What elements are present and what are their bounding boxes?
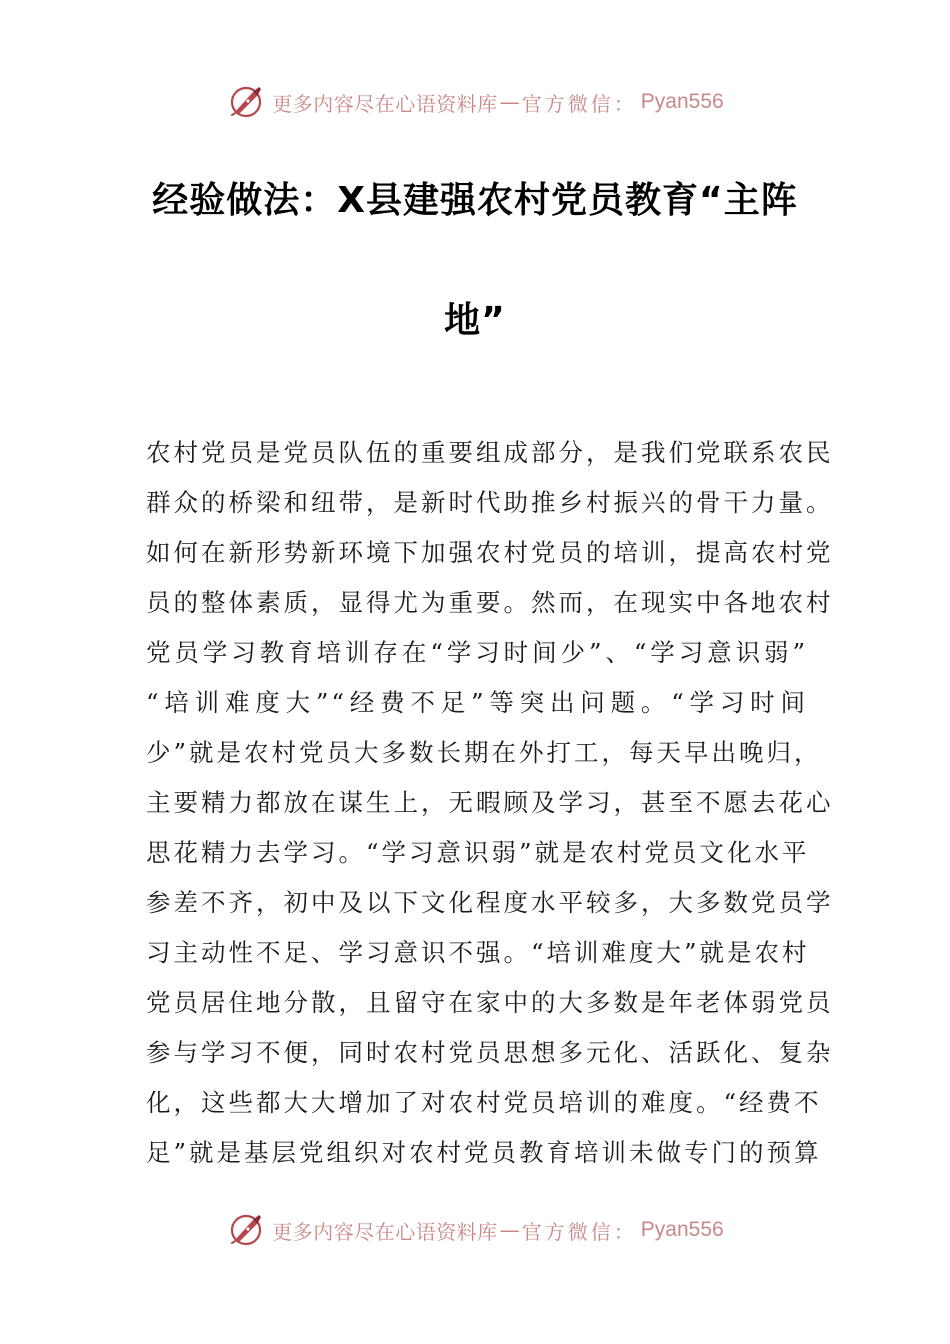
header-watermark <box>0 80 950 124</box>
watermark-separator: — <box>499 1218 520 1242</box>
document-title-line-2: 地” <box>444 300 506 341</box>
body-line: 群众的桥梁和纽带，是新时代助推乡村振兴的骨干力量。 <box>146 488 834 517</box>
watermark-separator: — <box>499 90 520 114</box>
watermark-wechat-id: Pyan556 <box>640 90 724 113</box>
watermark-wechat-label: 官方微信： <box>521 1219 637 1244</box>
body-line: 员的整体素质，显得尤为重要。然而，在现实中各地农村 <box>146 588 834 617</box>
body-line: 党员学习教育培训存在“学习时间少”、“学习意识弱” <box>146 638 808 667</box>
document-body-paragraph <box>146 428 834 1178</box>
body-line: 化，这些都大大增加了对农村党员培训的难度。“经费不 <box>146 1088 822 1117</box>
body-line: 农村党员是党员队伍的重要组成部分，是我们党联系农民 <box>146 438 834 467</box>
pen-nib-logo-icon <box>226 1210 266 1250</box>
body-line: 参与学习不便，同时农村党员思想多元化、活跃化、复杂 <box>146 1038 834 1067</box>
watermark-wechat-id: Pyan556 <box>640 1218 724 1241</box>
pen-nib-logo-icon <box>226 82 266 122</box>
body-line: 主要精力都放在谋生上，无暇顾及学习，甚至不愿去花心 <box>146 788 834 817</box>
body-line: 少”就是农村党员大多数长期在外打工，每天早出晚归， <box>146 738 822 767</box>
document-title-line-1: 经验做法：X县建强农村党员教育“主阵 <box>152 180 798 221</box>
body-line: “培训难度大”“经费不足”等突出问题。“学习时间 <box>146 688 808 717</box>
body-line: 如何在新形势新环境下加强农村党员的培训，提高农村党 <box>146 538 834 567</box>
body-line: 党员居住地分散，且留守在家中的大多数是年老体弱党员 <box>146 988 834 1017</box>
footer-watermark <box>0 1208 950 1252</box>
body-line: 思花精力去学习。“学习意识弱”就是农村党员文化水平 <box>146 838 810 867</box>
watermark-brand-text: 更多内容尽在心语资料库 <box>272 1219 498 1244</box>
body-line: 习主动性不足、学习意识不强。“培训难度大”就是农村 <box>146 938 810 967</box>
body-line: 足”就是基层党组织对农村党员教育培训未做专门的预算 <box>146 1138 822 1167</box>
watermark-brand-text: 更多内容尽在心语资料库 <box>272 91 498 116</box>
body-line: 参差不齐，初中及以下文化程度水平较多，大多数党员学 <box>146 888 834 917</box>
watermark-wechat-label: 官方微信： <box>521 91 637 116</box>
